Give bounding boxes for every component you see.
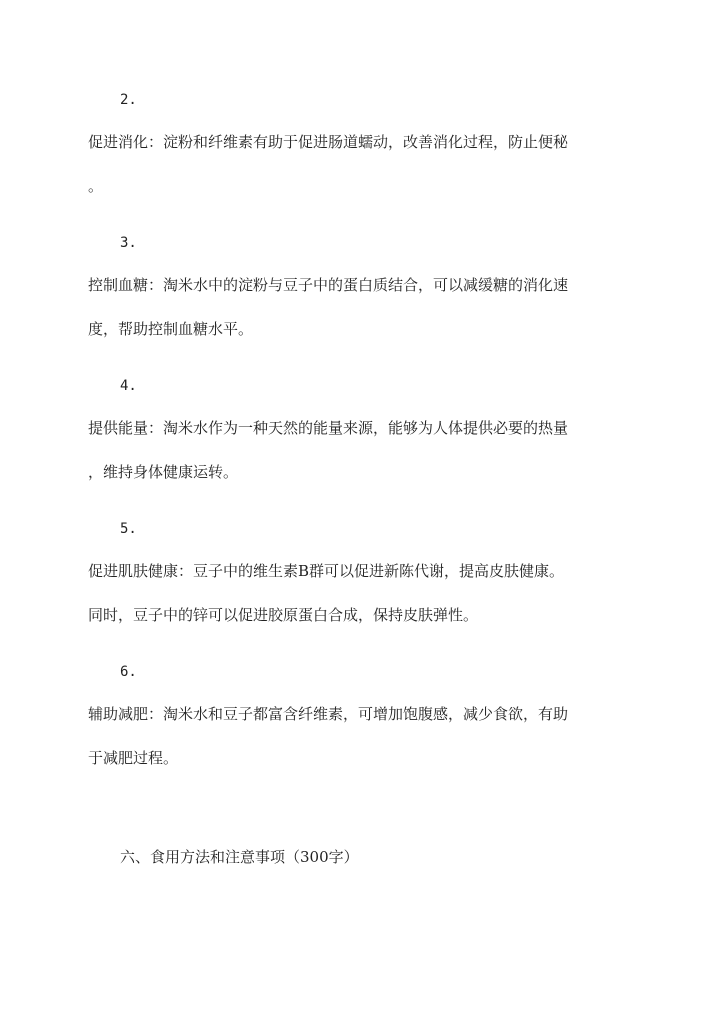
item-number: 4. [120,378,137,394]
section-heading: 六、食用方法和注意事项（300字） [120,848,359,866]
item-text-line: 促进肌肤健康：豆子中的维生素B群可以促进新陈代谢，提高皮肤健康。 [88,562,565,580]
item-text-line: 度，帮助控制血糖水平。 [88,320,254,338]
item-text-line: 。 [88,177,104,195]
item-number: 5. [120,521,137,537]
item-number: 6. [120,664,137,680]
item-text-line: 控制血糖：淘米水中的淀粉与豆子中的蛋白质结合，可以减缓糖的消化速 [88,276,569,294]
item-text-line: 促进消化：淀粉和纤维素有助于促进肠道蠕动，改善消化过程，防止便秘 [88,133,569,151]
item-text-line: 辅助减肥：淘米水和豆子都富含纤维素，可增加饱腹感，减少食欲，有助 [88,705,569,723]
item-text-line: 提供能量：淘米水作为一种天然的能量来源，能够为人体提供必要的热量 [88,419,569,437]
item-number: 3. [120,235,137,251]
item-text-line: 于减肥过程。 [88,749,179,767]
item-text-line: ，维持身体健康运转。 [88,463,239,481]
item-text-line: 同时，豆子中的锌可以促进胶原蛋白合成，保持皮肤弹性。 [88,606,479,624]
item-number: 2. [120,92,137,108]
